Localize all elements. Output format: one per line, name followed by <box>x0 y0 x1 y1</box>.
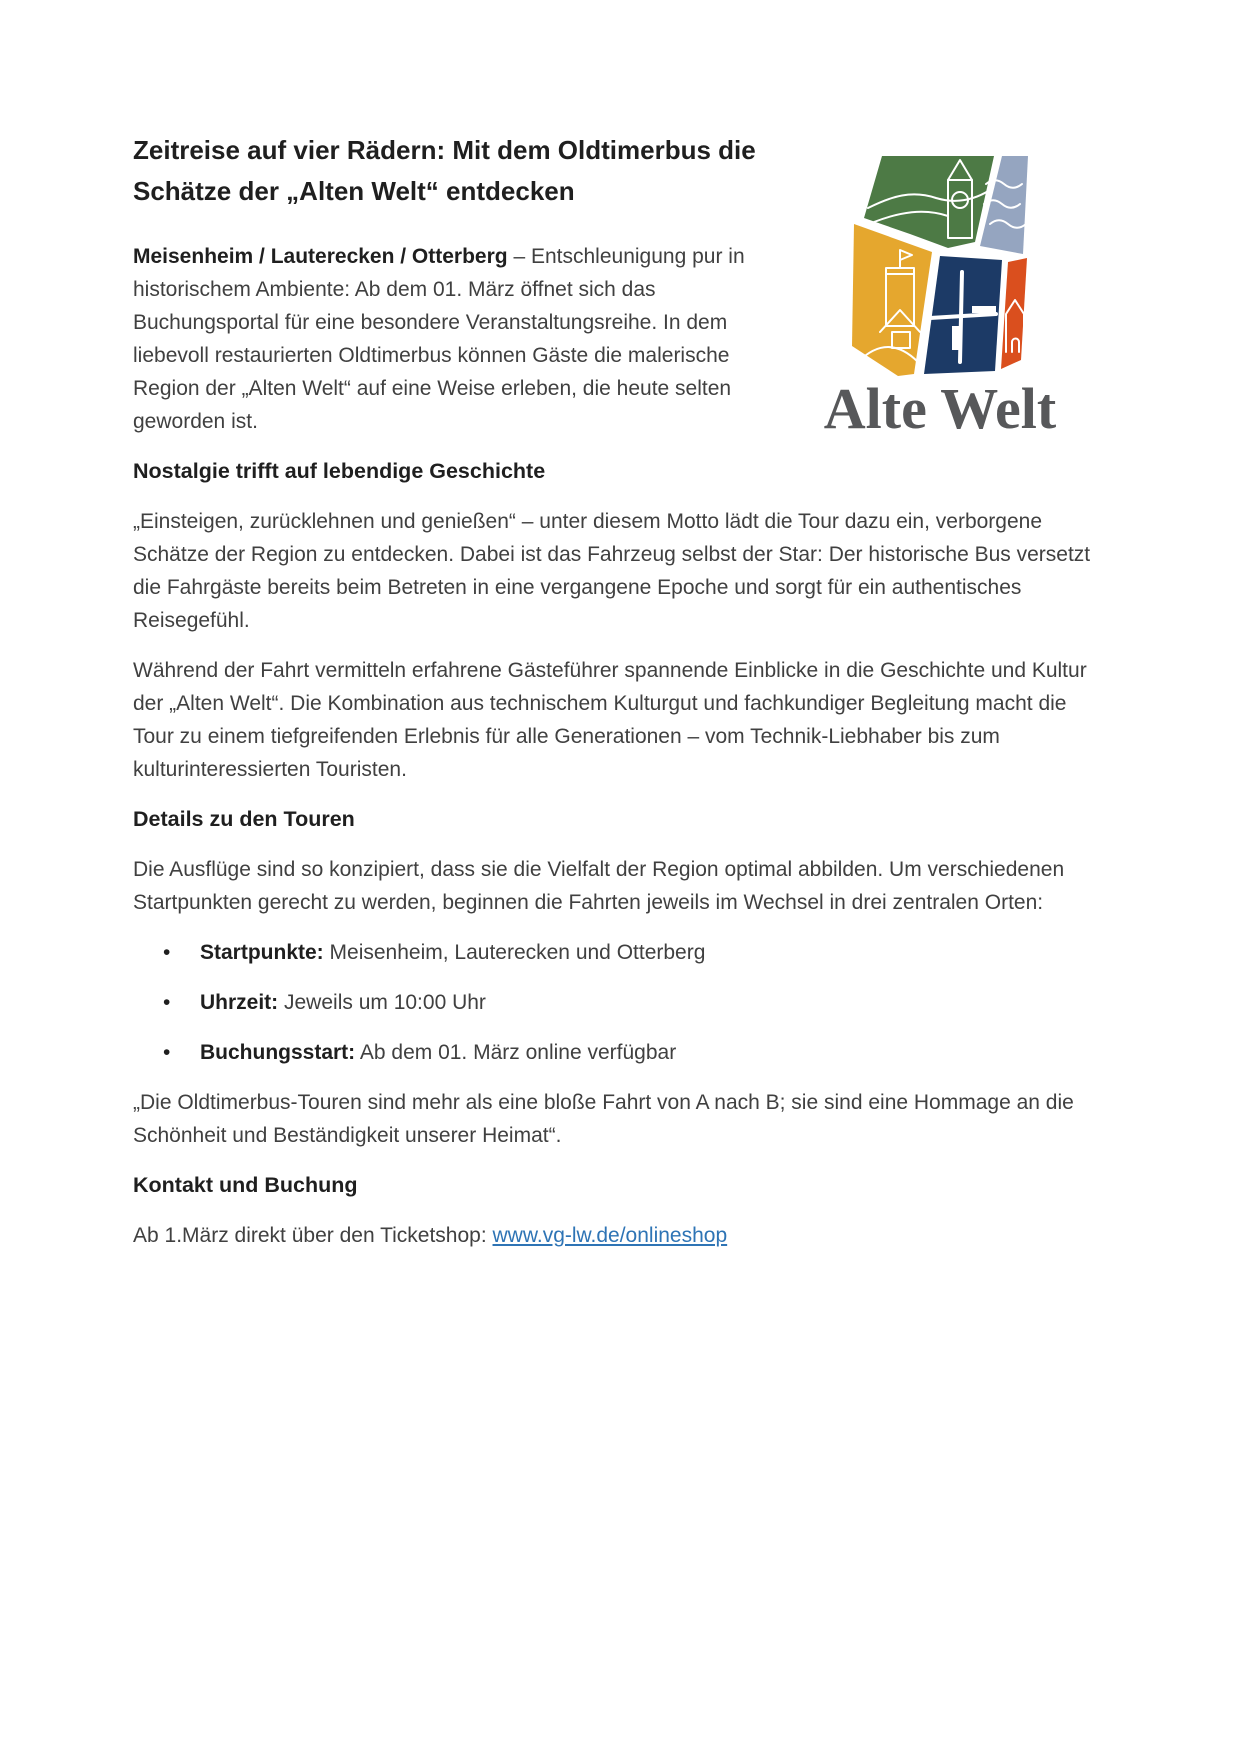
list-item-buchungsstart <box>133 1036 1107 1069</box>
contact-prefix: Ab 1.März direkt über den Ticketshop: <box>133 1224 493 1247</box>
paragraph-ausfluege: Die Ausflüge sind so konzipiert, dass sie die Vielfalt der Region optimal abbilden. Um verschiedenen Startpunkten gerecht zu werden, beginnen die Fahrten jeweils im Wechsel in drei zentralen Orten: <box>133 858 1065 914</box>
bullet-text: Jeweils um 10:00 Uhr <box>278 991 486 1014</box>
heading-details: Details zu den Touren <box>133 807 355 831</box>
bullet-label: Buchungsstart: <box>200 1041 356 1064</box>
list-item-startpunkte <box>133 936 1107 969</box>
bullet-text: Ab dem 01. März online verfügbar <box>355 1041 677 1064</box>
heading-nostalgie: Nostalgie trifft auf lebendige Geschichte <box>133 459 546 483</box>
lead-text: – Entschleunigung pur in historischem Ambiente: Ab dem 01. März öffnet sich das Buchungsportal für eine besondere Veranstaltungsreihe. In dem liebevoll restaurierten Oldtimerbus können Gäste die malerische Region der „Alten Welt“ auf eine Weise erleben, die heute selten geworden ist. <box>133 245 745 433</box>
page-title: Zeitreise auf vier Rädern: Mit dem Oldtimerbus die Schätze der „Alten Welt“ entdecken <box>133 135 756 206</box>
alte-welt-wordmark: Alte Welt <box>823 376 1057 441</box>
ticketshop-link[interactable]: www.vg-lw.de/onlineshop <box>492 1224 728 1247</box>
alte-welt-logo <box>801 130 1079 441</box>
paragraph-zitat: „Die Oldtimerbus-Touren sind mehr als eine bloße Fahrt von A nach B; sie sind eine Hommage an die Schönheit und Beständigkeit unserer Heimat“. <box>133 1091 1074 1147</box>
bullet-label: Startpunkte: <box>200 941 324 964</box>
header-row <box>133 130 1107 441</box>
lead-paragraph <box>133 240 793 438</box>
tour-details-list <box>133 936 1107 1069</box>
lead-locations: Meisenheim / Lauterecken / Otterberg <box>133 245 508 268</box>
bullet-label: Uhrzeit: <box>200 991 279 1014</box>
contact-paragraph <box>133 1219 1107 1252</box>
logo-segment-gold <box>852 224 932 376</box>
heading-kontakt: Kontakt und Buchung <box>133 1173 358 1197</box>
paragraph-einsteigen: „Einsteigen, zurücklehnen und genießen“ – unter diesem Motto lädt die Tour dazu ein, verborgene Schätze der Region zu entdecken. Dabei ist das Fahrzeug selbst der Star: Der historische Bus versetzt die Fahrgäste bereits beim Betreten in eine vergangene Epoche und sorgt für ein authentisches Reisegefühl. <box>133 510 1091 632</box>
alte-welt-logo-mosaic-icon <box>852 156 1028 378</box>
paragraph-waehrend: Während der Fahrt vermitteln erfahrene Gästeführer spannende Einblicke in die Geschichte und Kultur der „Alten Welt“. Die Kombination aus technischem Kulturgut und fachkundiger Begleitung macht die Tour zu einem tiefgreifenden Erlebnis für alle Generationen – vom Technik-Liebhaber bis zum kulturinteressierten Touristen. <box>133 659 1087 781</box>
list-item-uhrzeit <box>133 986 1107 1019</box>
header-text-column <box>133 130 795 438</box>
bullet-text: Meisenheim, Lauterecken und Otterberg <box>323 941 706 964</box>
article-body <box>133 455 1107 1252</box>
